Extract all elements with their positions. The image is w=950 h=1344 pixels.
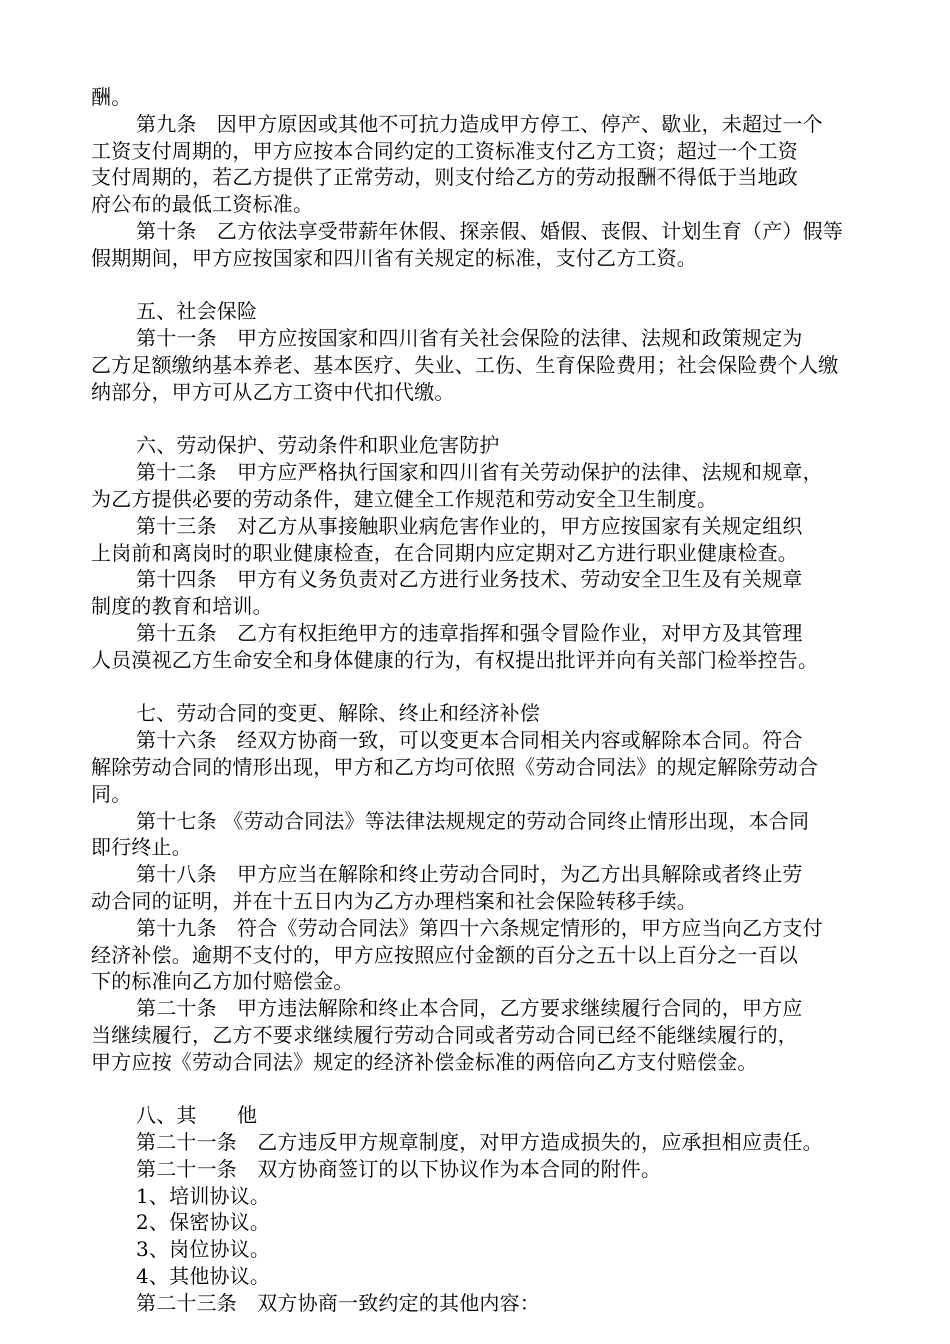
paragraph-gap bbox=[91, 1075, 886, 1102]
article-23-line: 第二十三条 双方协商一致约定的其他内容： bbox=[136, 1290, 540, 1315]
document-body bbox=[91, 84, 886, 1317]
text-line: 下的标准向乙方加付赔偿金。 bbox=[91, 969, 354, 994]
list-item: 3、岗位协议。 bbox=[136, 1237, 271, 1262]
text-line: 经济补偿。逾期不支付的，甲方应按照应付金额的百分之五十以上百分之一百以 bbox=[91, 942, 798, 967]
paragraph-gap bbox=[91, 272, 886, 299]
text-line: 人员漠视乙方生命安全和身体健康的行为，有权提出批评并向有关部门检举控告。 bbox=[91, 647, 819, 672]
text-line: 上岗前和离岗时的职业健康检查，在合同期内应定期对乙方进行职业健康检查。 bbox=[91, 540, 798, 565]
text-line: 府公布的最低工资标准。 bbox=[91, 192, 314, 217]
text-line: 工资支付周期的，甲方应按本合同约定的工资标准支付乙方工资；超过一个工资 bbox=[91, 138, 798, 163]
article-16-line: 第十六条 经双方协商一致，可以变更本合同相关内容或解除本合同。符合 bbox=[136, 728, 803, 753]
list-item: 1、培训协议。 bbox=[136, 1183, 271, 1208]
article-9-line: 第九条 因甲方原因或其他不可抗力造成甲方停工、停产、歇业，未超过一个 bbox=[136, 111, 823, 136]
text-line: 甲方应按《劳动合同法》规定的经济补偿金标准的两倍向乙方支付赔偿金。 bbox=[91, 1049, 758, 1074]
text-line: 纳部分，甲方可从乙方工资中代扣代缴。 bbox=[91, 379, 455, 404]
text-line: 同。 bbox=[91, 781, 132, 806]
text-line: 制度的教育和培训。 bbox=[91, 594, 273, 619]
article-13-line: 第十三条 对乙方从事接触职业病危害作业的，甲方应按国家有关规定组织 bbox=[136, 513, 803, 538]
text-line: 动合同的证明，并在十五日内为乙方办理档案和社会保险转移手续。 bbox=[91, 888, 697, 913]
article-11-line: 第十一条 甲方应按国家和四川省有关社会保险的法律、法规和政策规定为 bbox=[136, 326, 803, 351]
section-heading: 七、劳动合同的变更、解除、终止和经济补偿 bbox=[136, 701, 540, 726]
text-line: 支付周期的，若乙方提供了正常劳动，则支付给乙方的劳动报酬不得低于当地政 bbox=[91, 165, 798, 190]
paragraph-gap bbox=[91, 406, 886, 433]
text-line: 即行终止。 bbox=[91, 835, 192, 860]
list-item: 4、其他协议。 bbox=[136, 1264, 271, 1289]
section-heading: 六、劳动保护、劳动条件和职业危害防护 bbox=[136, 433, 500, 458]
article-21-line: 第二十一条 乙方违反甲方规章制度，对甲方造成损失的，应承担相应责任。 bbox=[136, 1130, 823, 1155]
text-line: 假期期间，甲方应按国家和四川省有关规定的标准，支付乙方工资。 bbox=[91, 245, 697, 270]
article-14-line: 第十四条 甲方有义务负责对乙方进行业务技术、劳动安全卫生及有关规章 bbox=[136, 567, 803, 592]
article-10-line: 第十条 乙方依法享受带薪年休假、探亲假、婚假、丧假、计划生育（产）假等 bbox=[136, 218, 843, 243]
text-line: 乙方足额缴纳基本养老、基本医疗、失业、工伤、生育保险费用；社会保险费个人缴 bbox=[91, 352, 839, 377]
article-15-line: 第十五条 乙方有权拒绝甲方的违章指挥和强令冒险作业，对甲方及其管理 bbox=[136, 620, 803, 645]
article-18-line: 第十八条 甲方应当在解除和终止劳动合同时，为乙方出具解除或者终止劳 bbox=[136, 862, 803, 887]
section-heading: 八、其 他 bbox=[136, 1103, 258, 1128]
article-19-line: 第十九条 符合《劳动合同法》第四十六条规定情形的，甲方应当向乙方支付 bbox=[136, 915, 823, 940]
article-22-line: 第二十一条 双方协商签订的以下协议作为本合同的附件。 bbox=[136, 1156, 662, 1181]
text-line: 当继续履行，乙方不要求继续履行劳动合同或者劳动合同已经不能继续履行的， bbox=[91, 1022, 798, 1047]
article-12-line: 第十二条 甲方应严格执行国家和四川省有关劳动保护的法律、法规和规章， bbox=[136, 460, 823, 485]
paragraph-gap bbox=[91, 674, 886, 701]
article-20-line: 第二十条 甲方违法解除和终止本合同，乙方要求继续履行合同的，甲方应 bbox=[136, 996, 803, 1021]
list-item: 2、保密协议。 bbox=[136, 1210, 271, 1235]
article-17-line: 第十七条 《劳动合同法》等法律法规规定的劳动合同终止情形出现，本合同 bbox=[136, 808, 810, 833]
section-heading: 五、社会保险 bbox=[136, 299, 258, 324]
text-line: 为乙方提供必要的劳动条件，建立健全工作规范和劳动安全卫生制度。 bbox=[91, 486, 718, 511]
text-line: 酬。 bbox=[91, 85, 132, 109]
text-line: 解除劳动合同的情形出现，甲方和乙方均可依照《劳动合同法》的规定解除劳动合 bbox=[91, 754, 819, 779]
